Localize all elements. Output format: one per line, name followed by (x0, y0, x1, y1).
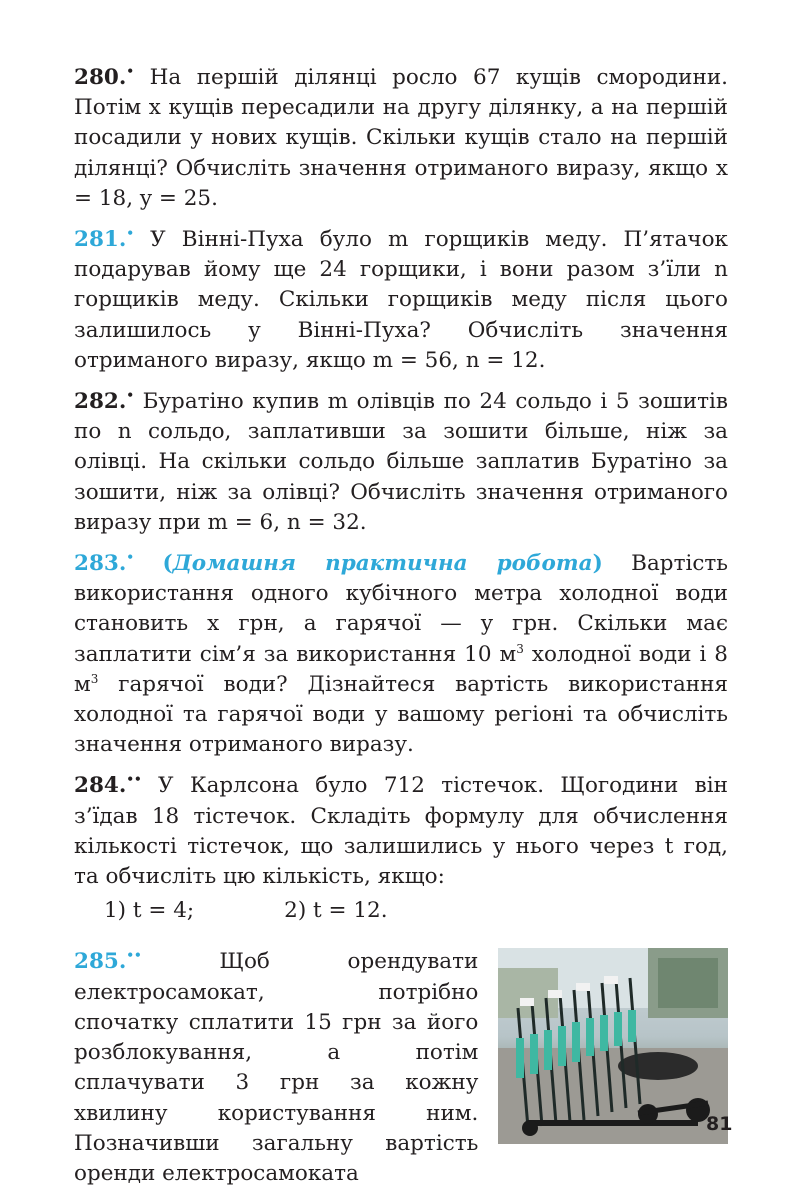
problem-283 (74, 542, 728, 760)
scooters-photo (498, 948, 728, 1144)
paren-open: ( (162, 551, 173, 577)
problem-281 (74, 218, 728, 376)
problem-text: У Вінні-Пуха було m горщиків меду. П’ятачок подарував йому ще 24 горщики, і вони разом з’їли n горщиків меду. Скільки горщиків меду після цього залишилось у Вінні-Пуха? Обчисліть значення отриманого виразу, якщо m = 56, n = 12. (74, 227, 728, 373)
problem-280 (74, 56, 728, 214)
superscript: 3 (516, 641, 524, 656)
paren-close: ) (592, 551, 603, 577)
difficulty-marker: • (126, 226, 135, 241)
problem-284-items (74, 896, 728, 926)
problem-number: 283. (74, 551, 127, 577)
problem-number: 281. (74, 227, 127, 253)
difficulty-marker: •• (126, 772, 142, 787)
practical-work-title: Домашня практична робота (172, 551, 593, 577)
problem-text-c: гарячої води? Дізнайтеся вартість використання холодної та гарячої води у вашому регіоні та обчисліть значення отриманого виразу. (74, 671, 728, 758)
difficulty-marker: •• (126, 948, 142, 963)
item-2: 2) t = 12. (284, 898, 388, 924)
problem-number: 282. (74, 389, 127, 415)
difficulty-marker: • (126, 388, 135, 403)
problem-text-a: Вартість використання одного кубічного метра холодної води становить x грн, а гарячої — y грн. Скільки має заплатити сім’я за використання 10 м (74, 551, 728, 667)
page-number: 81 (706, 1113, 733, 1135)
problem-text: Щоб орендувати електросамокат, потрібно спочатку сплатити 15 грн за його розблокування, а потім сплачувати 3 грн за кожну хвилину користування ним. Позначивши загальну вартість оренди електросамоката (74, 949, 479, 1186)
problem-number: 280. (74, 65, 127, 90)
item-1: 1) t = 4; (104, 898, 195, 924)
problem-282 (74, 380, 728, 538)
problem-284 (74, 764, 728, 892)
problem-text: На першій ділянці росло 67 кущів смородини. Потім x кущів пересадили на другу ділянку, а на першій посадили y нових кущів. Скільки кущів стало на першій ділянці? Обчисліть значення отриманого виразу, якщо x = 18, y = 25. (74, 65, 728, 211)
problem-number: 284. (74, 773, 127, 799)
difficulty-marker: • (126, 550, 135, 565)
problem-285 (74, 940, 478, 1189)
problem-285-block (74, 940, 728, 1189)
page-content (74, 56, 728, 1189)
problem-text: У Карлсона було 712 тістечок. Щогодини він з’їдав 18 тістечок. Складіть формулу для обчислення кількості тістечок, що залишились у нього через t год, та обчисліть цю кількість, якщо: (74, 773, 728, 890)
problem-text: Буратіно купив m олівців по 24 сольдо і 5 зошитів по n сольдо, заплативши за зошити більше, ніж за олівці. На скільки сольдо більше заплатив Буратіно за зошити, ніж за олівці? Обчисліть значення отриманого виразу при m = 6, n = 32. (74, 389, 728, 535)
difficulty-marker: • (126, 64, 135, 78)
scooters-illustration (498, 948, 728, 1144)
superscript: 3 (90, 671, 99, 686)
problem-text-b: холодної води і 8 м (74, 641, 728, 697)
problem-number: 285. (74, 949, 127, 975)
